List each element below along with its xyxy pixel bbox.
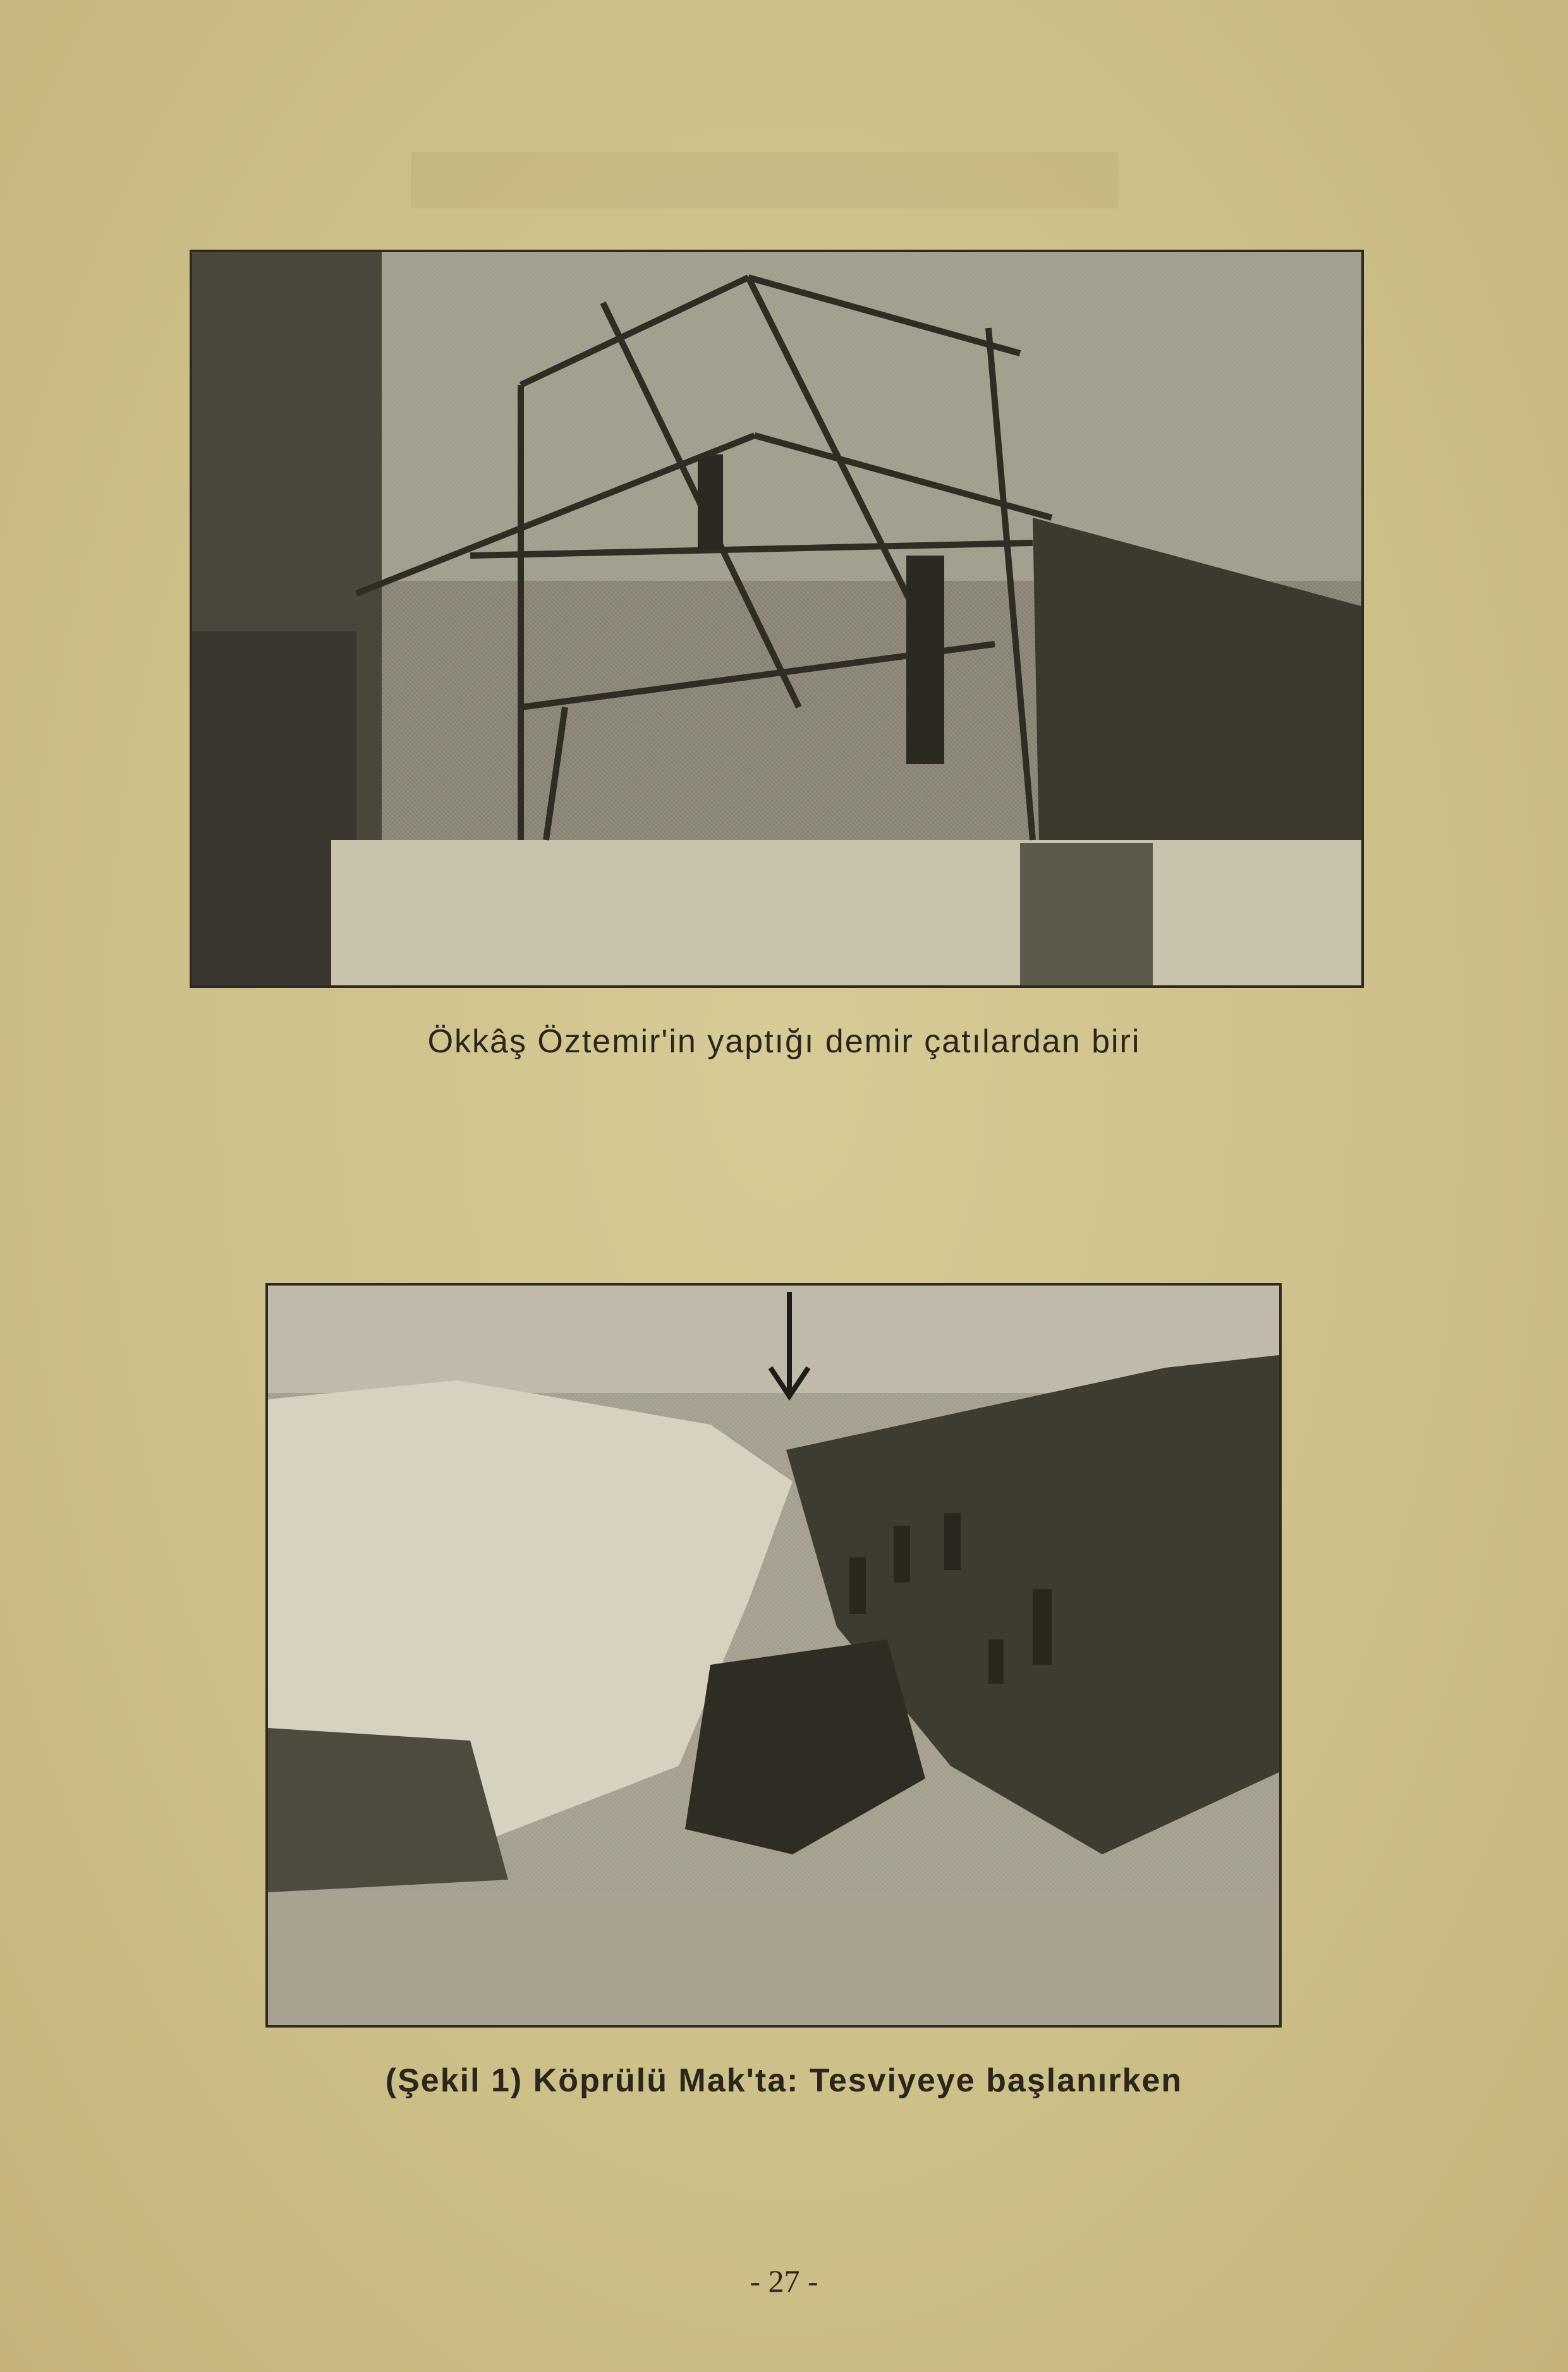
bleed-through-heading bbox=[411, 152, 1119, 209]
page-number: - 27 - bbox=[750, 2263, 818, 2299]
photo-iron-roof-frame bbox=[190, 250, 1364, 988]
photo-kopru-site bbox=[265, 1283, 1282, 2028]
figure-1-caption: Ökkâş Öztemir'in yaptığı demir çatılardan biri bbox=[427, 1023, 1141, 1060]
photo-rock-leveling-illustration bbox=[268, 1286, 1279, 2025]
figure-2-caption: (Şekil 1) Köprülü Mak'ta: Tesviyeye başlanırken bbox=[385, 2062, 1183, 2099]
photo-iron-roof-illustration bbox=[192, 252, 1361, 985]
